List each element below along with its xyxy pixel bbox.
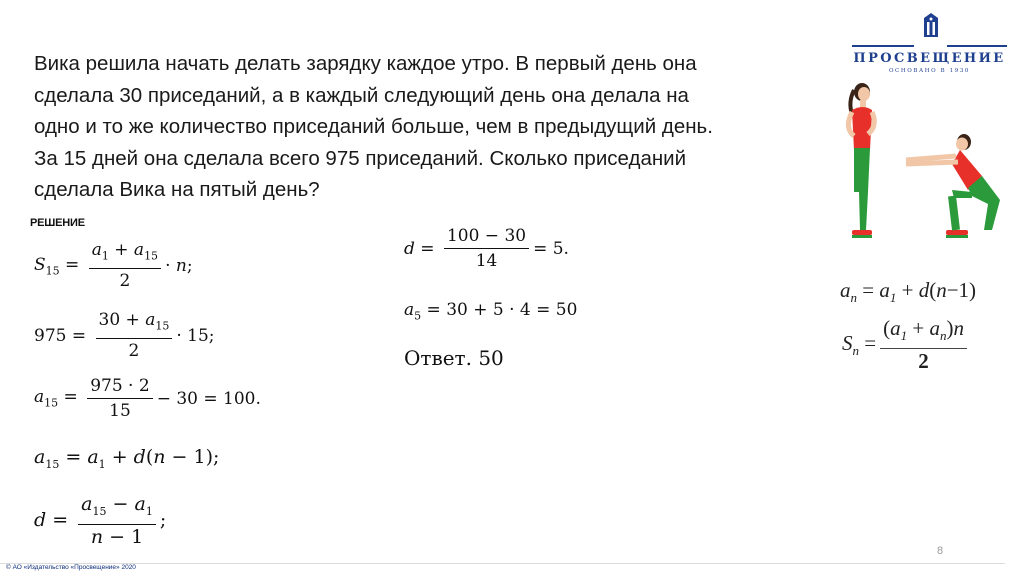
formula-a5: $a_5 = 30 + 5 \cdot 4 = 50$ bbox=[404, 300, 578, 323]
formula-sum: $S_{15}$ = $\frac{a_1 + a_{15}}{2}$ · n; bbox=[34, 240, 193, 292]
formula-nth-term: $a_{15} = a_1 + d(n - 1)$; bbox=[34, 446, 220, 471]
footer-divider bbox=[0, 563, 1005, 564]
formula-a15: $a_{15}$ = $\frac{975 \cdot 2}{15}$ − 30 = 100. bbox=[34, 376, 261, 421]
problem-line: За 15 дней она сделала всего 975 приседаний. Сколько приседаний bbox=[34, 146, 687, 170]
formula-d-value: d = $\frac{100 - 30}{14}$ = 5. bbox=[404, 226, 569, 271]
logo-name: ПРОСВЕЩЕНИЕ bbox=[853, 51, 1006, 66]
solution-label: РЕШЕНИЕ bbox=[30, 217, 85, 229]
exercise-illustration bbox=[832, 80, 1012, 245]
reference-nth-term: $a_n = a_1 + d(n-1)$ bbox=[840, 278, 977, 306]
problem-line: Вика решила начать делать зарядку каждое утро. В первый день она bbox=[34, 52, 697, 75]
standing-girl-icon bbox=[848, 83, 874, 238]
problem-line: сделала 30 приседаний, а в каждый следующий день она делала на bbox=[34, 83, 689, 107]
publisher-logo bbox=[852, 12, 1007, 76]
logo-emblem-icon bbox=[923, 12, 939, 38]
page-number: 8 bbox=[937, 545, 944, 557]
reference-sum: $S_n$ = $\frac{(a_1 + a_n)n}{2}$ bbox=[842, 318, 971, 371]
problem-text bbox=[34, 48, 824, 206]
formula-d: d = $\frac{a_{15} - a_1}{n - 1}$ ; bbox=[34, 493, 167, 548]
problem-line: сделала Вика на пятый день? bbox=[34, 178, 320, 201]
answer: Ответ. 50 bbox=[404, 346, 504, 370]
logo-subtitle: ОСНОВАНО В 1930 bbox=[888, 68, 971, 74]
logo-line-right bbox=[947, 45, 1007, 47]
logo-line-left bbox=[852, 45, 914, 47]
footer-copyright: © АО «Издательство «Просвещение» 2020 bbox=[6, 564, 136, 571]
problem-line: одно и то же количество приседаний больше, чем в предыдущий день. bbox=[34, 115, 713, 138]
squatting-girl-icon bbox=[906, 134, 1000, 238]
formula-substitution: 975 = $\frac{30 + a_{15}}{2}$ · 15; bbox=[34, 310, 215, 362]
